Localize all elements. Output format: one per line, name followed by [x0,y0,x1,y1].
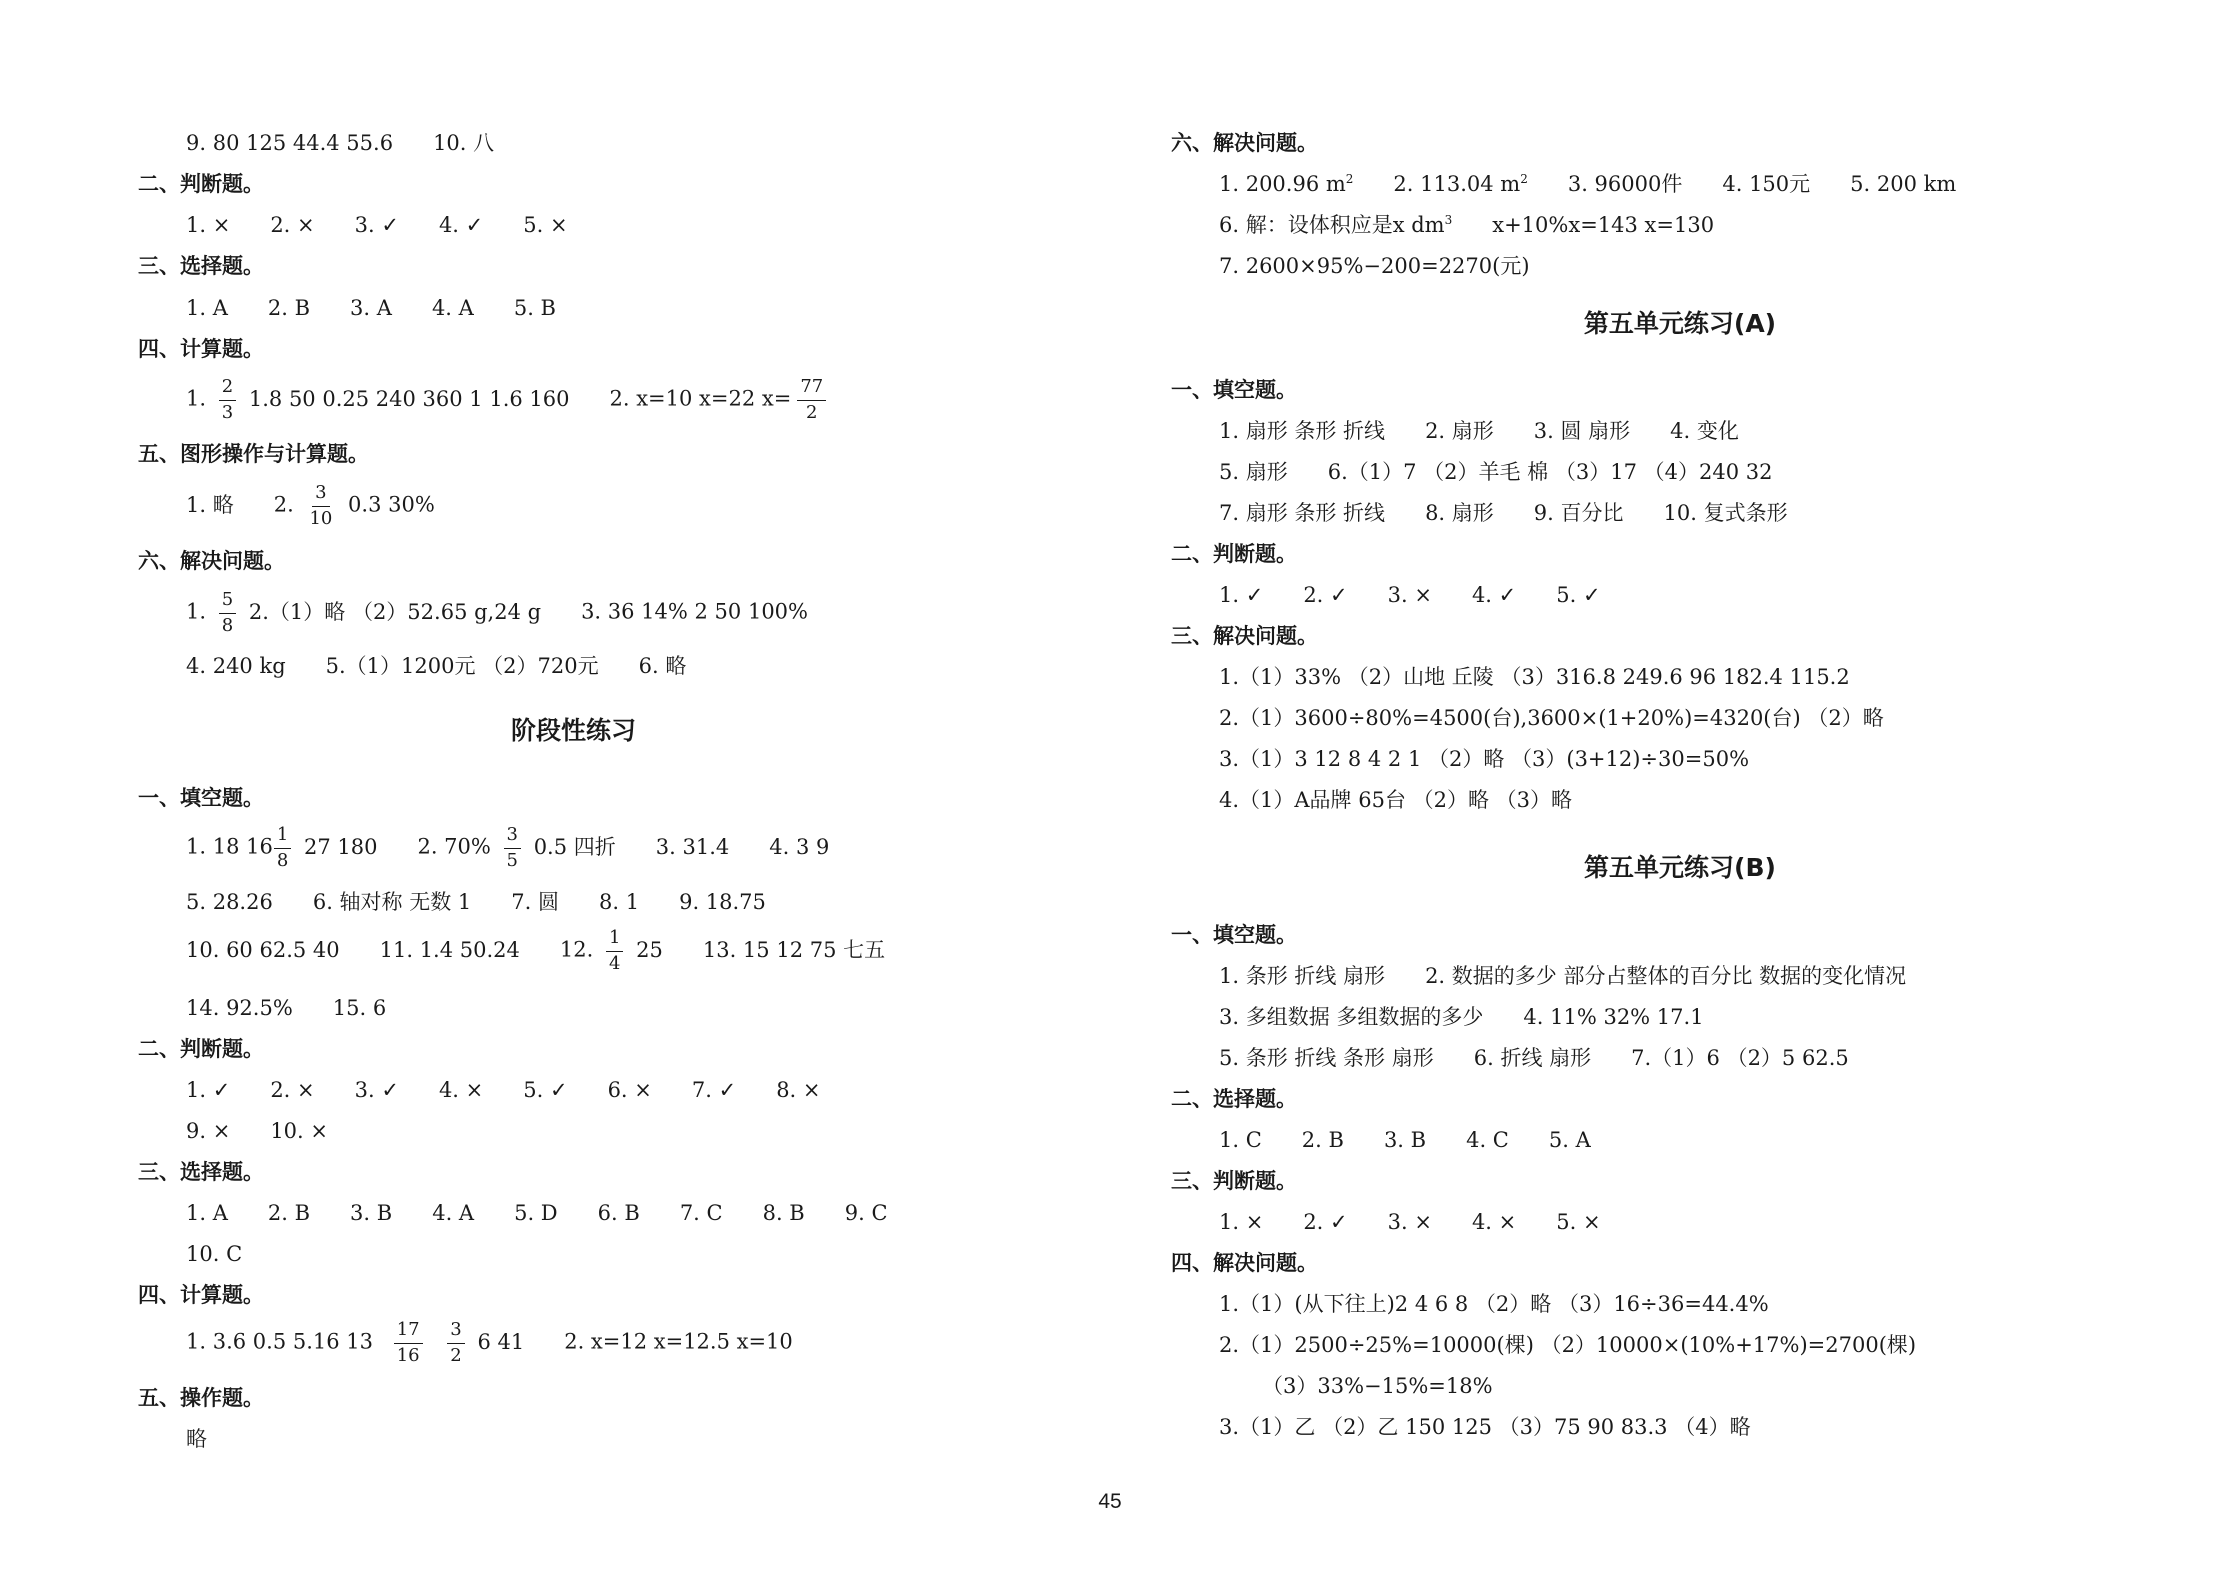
answer-item: 10. × [270,1119,328,1143]
answer-item: 1. 略 [186,492,234,517]
answer-line [1219,174,1956,195]
answer-item: 3. × [1387,1210,1432,1234]
answer-line: 7. 2600×95%−200=2270(元) [1219,254,1530,278]
answer-item: 3. × [1387,583,1432,607]
answer-item: 4. C [1466,1128,1509,1152]
answer-line: （3）33%−15%=18% [1262,1374,1493,1398]
answer-item: 4. 150元 [1722,172,1811,196]
answer-item: 9. 18.75 [679,890,766,914]
answer-item: 9. 80 125 44.4 55.6 [186,131,394,155]
answer-line [1219,462,1772,483]
fraction: $\frac{5}{8}$ [219,590,236,636]
answer-line: 3.（1）乙 （2）乙 150 125 （3）75 90 83.3 （4）略 [1219,1415,1751,1439]
answer-item: 1. 18 16 [186,834,273,859]
answer-item: 2. x=12 x=12.5 x=10 [564,1329,793,1354]
answer-line: 2.（1）3600÷80%=4500(台),3600×(1+20%)=4320(台) （2）略 [1219,706,1884,730]
answer-item: 25 [636,937,663,962]
answer-item: 6. 轴对称 无数 1 [312,890,472,914]
answer-item: 13. 15 12 75 七五 [702,937,886,962]
answer-item: 7. 扇形 条形 折线 [1219,501,1386,525]
answer-item: 2. x=10 x=22 x= [609,386,792,411]
answer-line [186,928,885,974]
fraction: $\frac{2}{3}$ [219,377,236,423]
answer-item: 5. × [1556,1210,1601,1234]
answer-line [186,1121,328,1142]
answer-item: 3. B [1383,1128,1427,1152]
fraction: $\frac{77}{2}$ [797,377,826,423]
section-heading: 五、图形操作与计算题。 [138,442,369,466]
answer-line [1219,1007,1704,1028]
answer-line [186,998,386,1019]
answer-item: 12. [559,937,594,962]
answer-item: 1. ✓ [186,1078,231,1102]
answer-item: 8. 扇形 [1425,501,1494,525]
answer-line [186,1080,821,1101]
page-number: 45 [1098,1490,1122,1513]
section-heading: 六、解决问题。 [138,549,285,573]
answer-item: 15. 6 [332,996,387,1020]
answer-item: 1. ✓ [1219,583,1264,607]
answer-item: 2. B [267,296,311,320]
answer-item: 4. 11% 32% 17.1 [1523,1005,1704,1029]
section-heading: 二、判断题。 [138,172,264,196]
answer-item: 5. D [514,1201,558,1225]
answer-item: 1. [186,599,207,624]
answer-item: 1.8 50 0.25 240 360 1 1.6 160 [248,386,570,411]
section-heading: 一、填空题。 [138,786,264,810]
answer-item: 4. ✓ [1471,583,1517,607]
section-heading: 一、填空题。 [1171,923,1297,947]
answer-item: 3. 96000件 [1567,172,1683,196]
section-heading: 一、填空题。 [1171,378,1297,402]
section-title: 阶段性练习 [510,716,636,745]
answer-item: 5. ✓ [1556,583,1601,607]
answer-item: 9. × [186,1119,231,1143]
answer-item: 27 180 [303,834,378,859]
answer-item: 1. 条形 折线 扇形 [1219,964,1386,988]
answer-line [186,590,808,636]
answer-item: 5. A [1548,1128,1591,1152]
answer-item: 1. 扇形 条形 折线 [1219,419,1386,443]
answer-line: 10. C [186,1242,243,1266]
answer-item: 11. 1.4 50.24 [379,937,520,962]
answer-item: 2. 70% [417,834,491,859]
answer-item: 5. ✓ [523,1078,568,1102]
answer-item: 1. 3.6 0.5 5.16 13 [186,1329,374,1354]
answer-item: 3. 圆 扇形 [1533,419,1631,443]
answer-line: 略 [186,1427,207,1451]
answer-line [1219,1130,1591,1151]
answer-item: 9. C [844,1201,888,1225]
answer-item: 1. × [186,213,231,237]
section-heading: 六、解决问题。 [1171,131,1318,155]
section-heading: 五、操作题。 [138,1386,264,1410]
answer-line: 3.（1）3 12 8 4 2 1 （2）略 （3）(3+12)÷30=50% [1219,747,1750,771]
answer-line: 1.（1）33% （2）山地 丘陵 （3）316.8 249.6 96 182.4 115.2 [1219,665,1850,689]
answer-item: 6. × [607,1078,652,1102]
answer-item: 1. 200.96 $m^2$ [1219,172,1354,196]
answer-line [186,483,435,529]
section-heading: 三、解决问题。 [1171,624,1318,648]
answer-line [1219,966,1906,987]
answer-line [186,825,829,871]
answer-item: 5. 28.26 [186,890,273,914]
answer-item: 7. 圆 [511,890,559,914]
answer-item: 8. 1 [599,890,640,914]
answer-item: 2. ✓ [1303,1210,1348,1234]
section-title: 第五单元练习(B) [1584,853,1776,882]
answer-item: 2.（1）略 （2）52.65 g,24 g [248,599,542,624]
answer-item: 1. C [1219,1128,1262,1152]
answer-item: 3. B [350,1201,393,1225]
answer-item: 2. 113.04 $m^2$ [1393,172,1528,196]
answer-item: 7. ✓ [691,1078,737,1102]
section-heading: 二、判断题。 [1171,542,1297,566]
answer-line [186,298,556,319]
answer-item: 6. B [597,1201,640,1225]
answer-item: 1. [186,386,207,411]
answer-item: 2. 数据的多少 部分占整体的百分比 数据的变化情况 [1425,964,1907,988]
fraction: $\frac{3}{10}$ [309,482,333,529]
answer-item: 4. × [438,1078,484,1102]
answer-item: 6. 解：设体积应是x $dm^3$ [1219,213,1453,237]
answer-item: 5. 条形 折线 条形 扇形 [1219,1046,1434,1070]
answer-line [186,1320,793,1366]
answer-item: 3. A [350,296,392,320]
answer-item: 8. B [762,1201,805,1225]
answer-item: 6.（1）7 （2）羊毛 棉 （3）17 （4）240 32 [1327,460,1773,484]
answer-item: 1. A [186,296,228,320]
section-heading: 二、选择题。 [1171,1087,1297,1111]
answer-line [186,133,494,154]
answer-item: 6. 折线 扇形 [1473,1046,1592,1070]
answer-item: 14. 92.5% [186,996,293,1020]
answer-item: 4. 240 kg [186,654,286,678]
section-heading: 三、选择题。 [138,254,264,278]
answer-item: 5. × [523,213,568,237]
answer-item: 2. × [270,213,315,237]
answer-line: 1.（1）(从下往上)2 4 6 8 （2）略 （3）16÷36=44.4% [1219,1292,1769,1316]
answer-item: 4. ✓ [438,213,484,237]
answer-item: 5. 扇形 [1219,460,1288,484]
answer-item: 7.（1）6 （2）5 62.5 [1631,1046,1849,1070]
answer-item: 2. B [267,1201,311,1225]
answer-line: 4.（1）A品牌 65台 （2）略 （3）略 [1219,788,1573,812]
fraction: $\frac{17}{16}$ [394,1320,423,1366]
fraction: $\frac{1}{8}$ [274,825,291,871]
answer-item: 10. 复式条形 [1663,501,1788,525]
answer-item: 2. ✓ [1303,583,1348,607]
answer-line: 2.（1）2500÷25%=10000(棵) （2）10000×(10%+17%)=2700(棵) [1219,1333,1917,1357]
answer-line [1219,585,1601,606]
section-heading: 三、选择题。 [138,1160,264,1184]
answer-item: 0.3 30% [348,492,435,517]
fraction: $\frac{3}{5}$ [504,825,521,871]
answer-item: 4. × [1471,1210,1517,1234]
answer-item: 4. A [432,1201,475,1225]
section-heading: 三、判断题。 [1171,1169,1297,1193]
answer-item: 10. 八 [433,131,495,155]
answer-line [186,377,832,423]
answer-item: 6. 略 [638,654,687,678]
section-title: 第五单元练习(A) [1583,309,1777,338]
answer-item: 5.（1）1200元 （2）720元 [325,654,599,678]
answer-item: 0.5 四折 [533,834,616,859]
answer-line [186,215,568,236]
answer-item: 7. C [679,1201,723,1225]
answer-line [1219,1212,1601,1233]
section-heading: 四、解决问题。 [1171,1251,1318,1275]
fraction: $\frac{1}{4}$ [606,928,623,974]
answer-item: 1. × [1219,1210,1264,1234]
answer-line [1219,421,1739,442]
answer-item: 8. × [776,1078,821,1102]
answer-line [1219,1048,1849,1069]
answer-item: 6 41 [477,1329,525,1354]
answer-item: x+10%x=143 x=130 [1492,213,1715,237]
answer-item: 4. A [431,296,474,320]
answer-item: 2. 扇形 [1425,419,1494,443]
answer-line [186,892,766,913]
answer-item: 10. 60 62.5 40 [186,937,340,962]
answer-item: 2. B [1301,1128,1344,1152]
answer-item: 5. 200 km [1850,172,1957,196]
answer-item: 3. ✓ [354,1078,399,1102]
answer-line [1219,503,1788,524]
section-heading: 四、计算题。 [138,337,264,361]
fraction: $\frac{3}{2}$ [447,1320,464,1366]
answer-item: 4. 变化 [1670,419,1739,443]
answer-item: 3. ✓ [354,213,399,237]
answer-item: 5. B [513,296,556,320]
answer-item: 4. 3 9 [769,834,830,859]
section-heading: 二、判断题。 [138,1037,264,1061]
answer-item: 3. 31.4 [655,834,730,859]
answer-item: 3. 多组数据 多组数据的多少 [1219,1005,1484,1029]
answer-item: 2. × [270,1078,315,1102]
answer-item: 2. [273,492,294,517]
answer-item: 3. 36 14% 2 50 100% [581,599,808,624]
answer-item: 9. 百分比 [1533,501,1624,525]
answer-item: 1. A [186,1201,228,1225]
section-heading: 四、计算题。 [138,1283,264,1307]
answer-line [1219,215,1714,236]
answer-line [186,1203,888,1224]
answer-line [186,656,686,677]
